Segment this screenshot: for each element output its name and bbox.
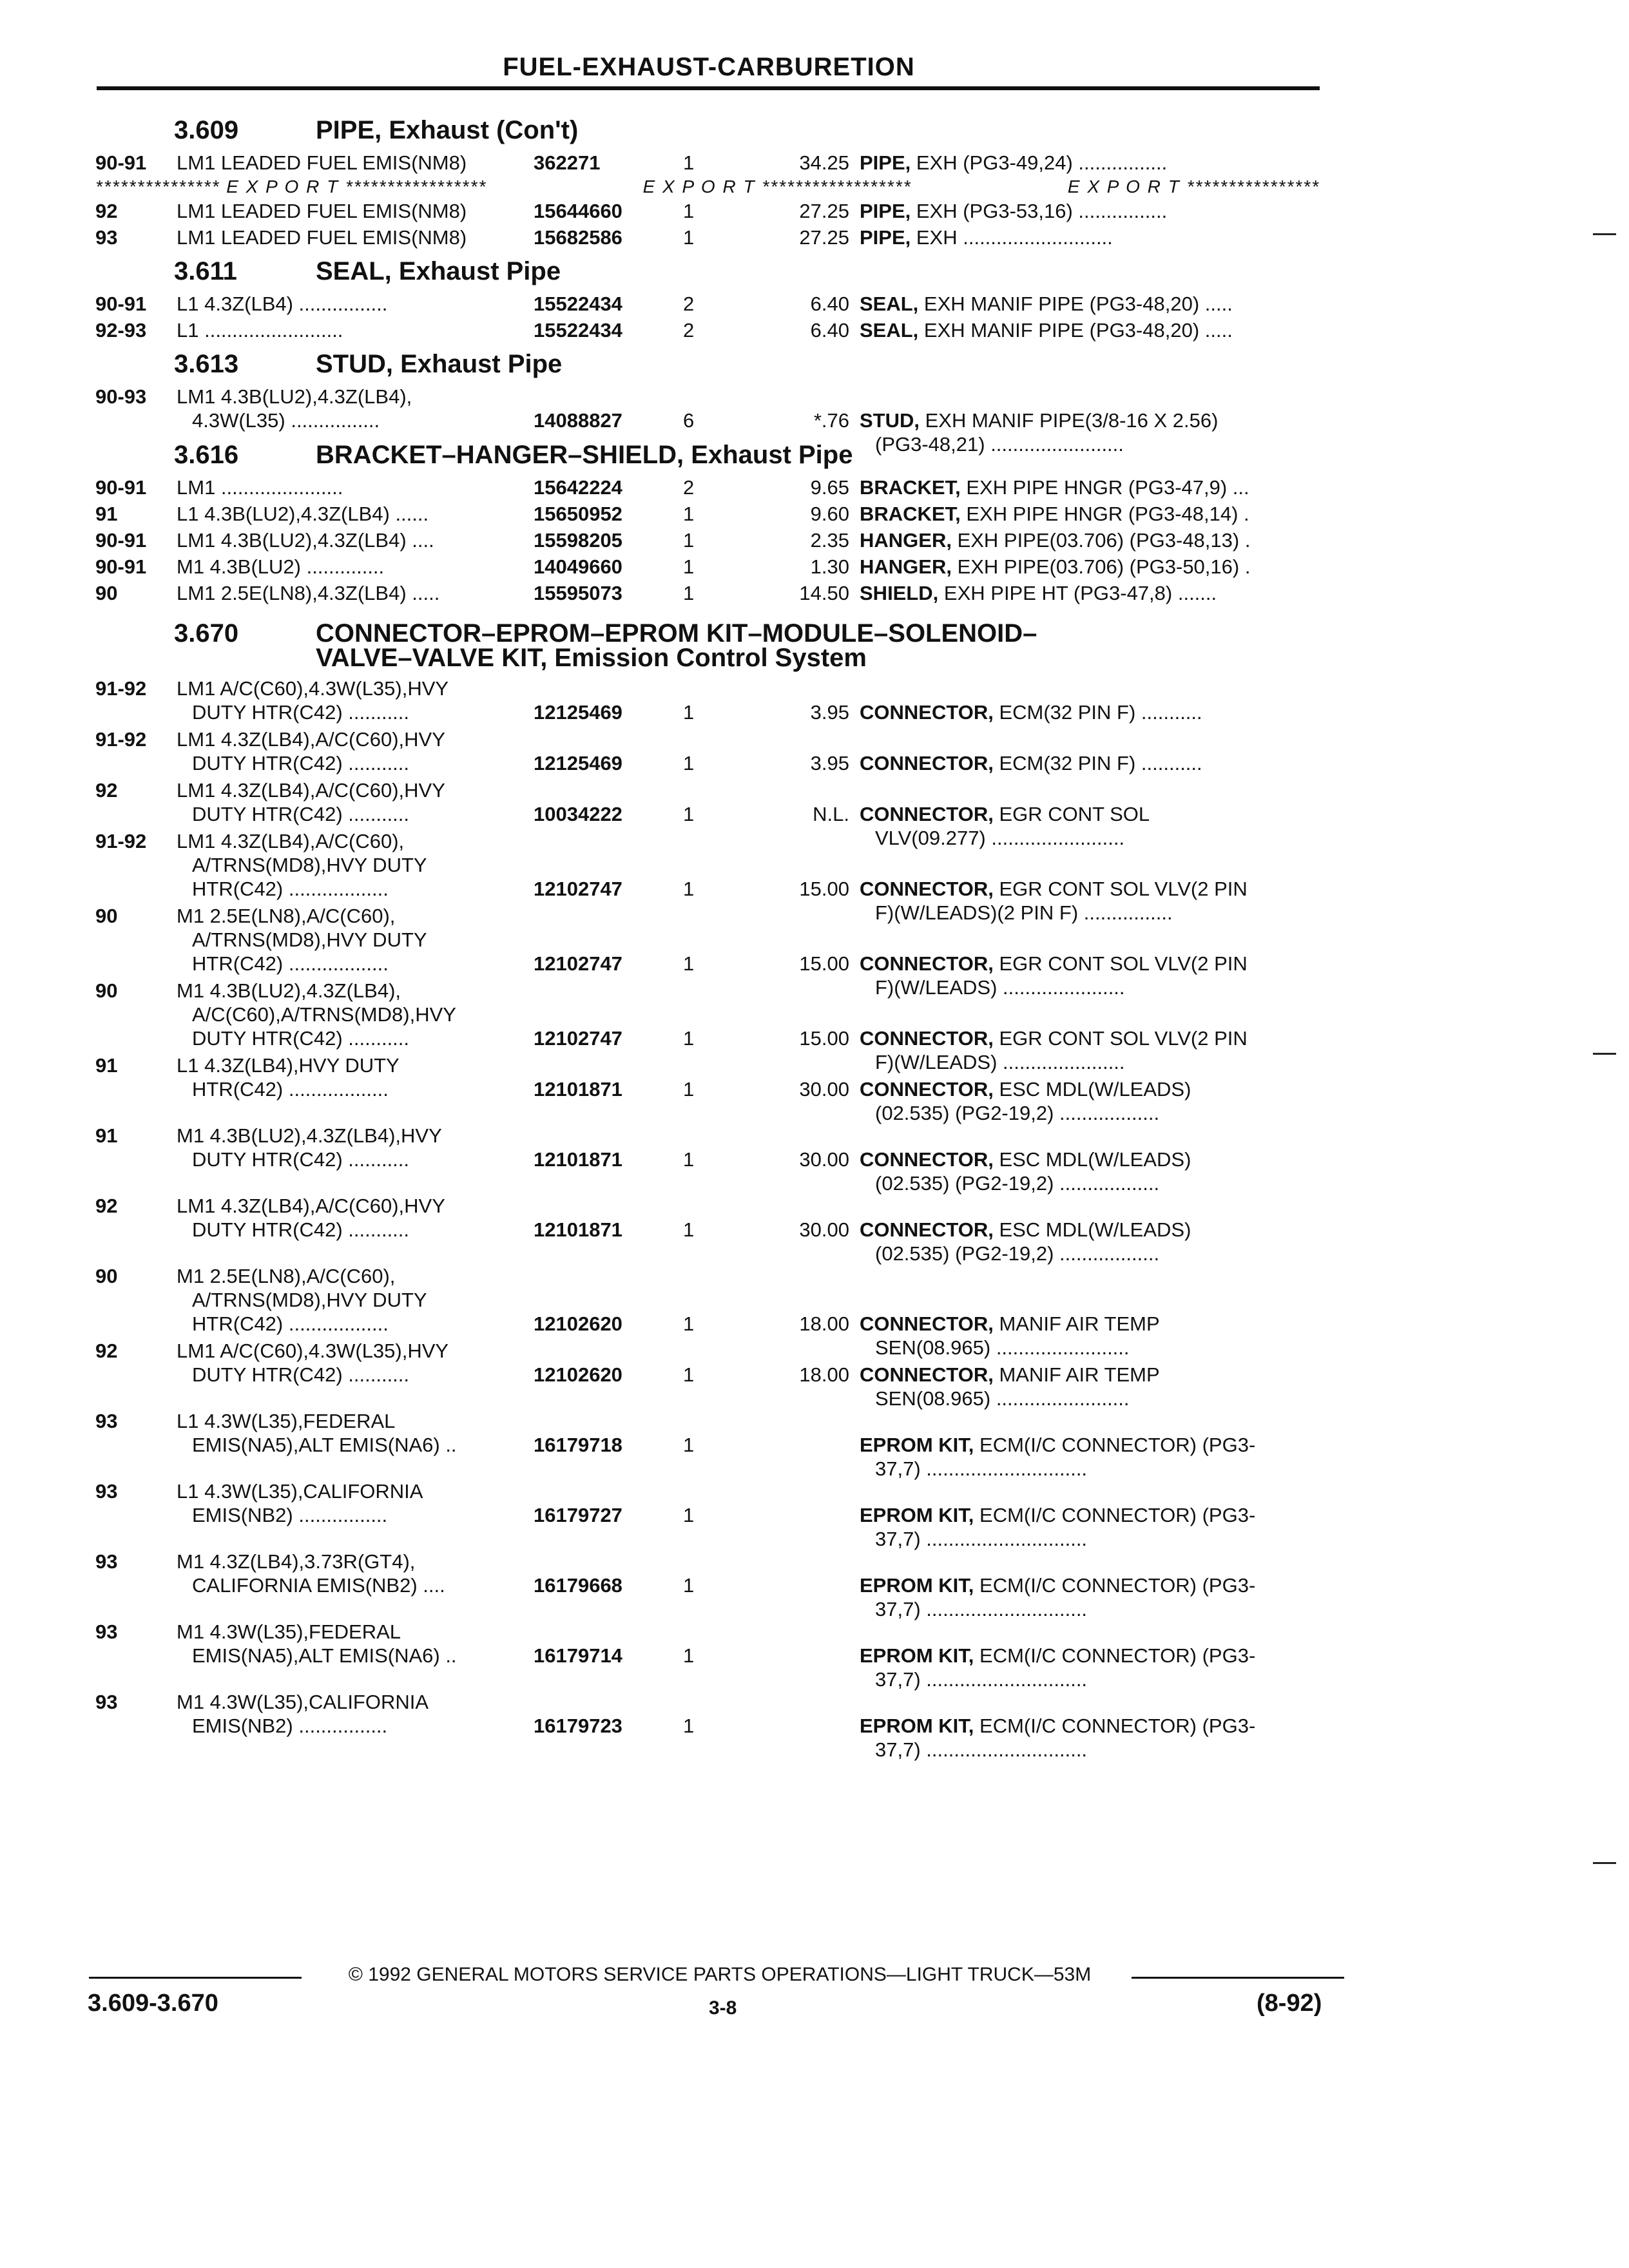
description-line: HTR(C42) ..................	[192, 952, 389, 975]
part-name-continuation: F)(W/LEADS) ......................	[875, 976, 1125, 999]
quantity: 6	[683, 409, 695, 432]
description-line: EMIS(NA5),ALT EMIS(NA6) ..	[192, 1644, 457, 1667]
part-number: 10034222	[534, 803, 622, 825]
description-line: HTR(C42) ..................	[192, 1078, 389, 1100]
model-years: 90-91	[95, 151, 147, 174]
part-number: 14088827	[534, 409, 622, 432]
part-name-detail: ECM(I/C CONNECTOR) (PG3-	[974, 1504, 1256, 1526]
part-name-detail: EXH MANIF PIPE(3/8-16 X 2.56)	[920, 409, 1219, 432]
part-name-continuation: (02.535) (PG2-19,2) ..................	[875, 1242, 1160, 1265]
part-name-continuation: SEN(08.965) ........................	[875, 1336, 1130, 1359]
part-name-head: EPROM KIT,	[860, 1574, 974, 1597]
description-line: A/TRNS(MD8),HVY DUTY	[192, 854, 427, 876]
part-number: 12102620	[534, 1363, 622, 1386]
part-number: 15595073	[534, 582, 622, 604]
list-price: 3.95	[810, 701, 849, 724]
description-line: L1 4.3B(LU2),4.3Z(LB4) ......	[177, 503, 429, 525]
part-name	[860, 1433, 1324, 1481]
part-row	[95, 476, 1320, 499]
part-name-continuation: (PG3-48,21) ........................	[875, 433, 1124, 456]
model-years: 90-91	[95, 555, 147, 578]
part-number: 15650952	[534, 503, 622, 525]
part-number: 12101871	[534, 1218, 622, 1241]
part-name-detail: EGR CONT SOL	[993, 803, 1150, 825]
list-price: 9.60	[810, 503, 849, 525]
description-line: CALIFORNIA EMIS(NB2) ....	[192, 1574, 445, 1597]
quantity: 1	[683, 582, 695, 604]
description-line: DUTY HTR(C42) ...........	[192, 752, 410, 774]
model-years: 91	[95, 1124, 118, 1147]
part-name-detail: ECM(I/C CONNECTOR) (PG3-	[974, 1434, 1256, 1456]
description-line: LM1 ......................	[177, 476, 343, 499]
part-number: 15598205	[534, 529, 622, 552]
model-years: 90-91	[95, 476, 147, 499]
quantity: 1	[683, 226, 695, 249]
part-number: 16179727	[534, 1504, 622, 1526]
description-line: LM1 4.3B(LU2),4.3Z(LB4),	[177, 385, 412, 408]
part-name-detail: EXH PIPE(03.706) (PG3-48,13) .	[951, 529, 1251, 552]
part-number: 12102747	[534, 952, 622, 975]
quantity: 1	[683, 1218, 695, 1241]
part-name-continuation: VLV(09.277) ........................	[875, 827, 1125, 849]
quantity: 1	[683, 1312, 695, 1335]
model-years: 90	[95, 905, 118, 927]
description-line: DUTY HTR(C42) ...........	[192, 1218, 410, 1241]
model-years: 92	[95, 779, 118, 802]
part-name	[860, 226, 1324, 249]
title-rule	[97, 86, 1320, 90]
list-price: 27.25	[799, 226, 849, 249]
quantity: 1	[683, 151, 695, 174]
model-years: 90-93	[95, 385, 147, 408]
description-line: L1 4.3W(L35),CALIFORNIA	[177, 1480, 423, 1503]
description-line: M1 4.3B(LU2) ..............	[177, 555, 385, 578]
model-years: 90-91	[95, 293, 147, 315]
part-row	[95, 581, 1320, 605]
model-years: 90	[95, 979, 118, 1002]
part-name-detail: EXH (PG3-49,24) ................	[911, 151, 1168, 174]
model-years: 91	[95, 503, 118, 525]
footer-section-range: 3.609-3.670	[88, 1990, 218, 2017]
part-name-head: EPROM KIT,	[860, 1434, 974, 1456]
part-name-detail: MANIF AIR TEMP	[993, 1312, 1160, 1335]
part-row	[95, 1194, 1320, 1265]
part-name-detail: EXH PIPE HNGR (PG3-48,14) .	[960, 503, 1249, 525]
model-years: 90	[95, 1265, 118, 1287]
part-name-detail: ECM(I/C CONNECTOR) (PG3-	[974, 1644, 1256, 1667]
part-name	[860, 151, 1324, 175]
part-number: 16179714	[534, 1644, 622, 1667]
part-name-detail: ECM(32 PIN F) ...........	[993, 752, 1202, 774]
part-name	[860, 1363, 1324, 1410]
part-name-head: HANGER,	[860, 529, 952, 552]
description-line: DUTY HTR(C42) ...........	[192, 1363, 410, 1386]
model-years: 93	[95, 1550, 118, 1573]
part-name	[860, 700, 1324, 724]
description-line: LM1 4.3B(LU2),4.3Z(LB4) ....	[177, 529, 434, 552]
model-years: 92	[95, 1340, 118, 1362]
part-row	[95, 292, 1320, 316]
part-row	[95, 1479, 1320, 1550]
part-name-detail: ECM(I/C CONNECTOR) (PG3-	[974, 1574, 1256, 1597]
model-years: 90	[95, 582, 118, 604]
description-line: EMIS(NB2) ................	[192, 1715, 388, 1737]
section-number: 3.616	[174, 441, 239, 469]
model-years: 93	[95, 1691, 118, 1713]
quantity: 1	[683, 752, 695, 774]
part-name-detail: ESC MDL(W/LEADS)	[993, 1148, 1191, 1171]
description-line: LM1 LEADED FUEL EMIS(NM8)	[177, 200, 467, 222]
part-name-detail: EXH MANIF PIPE (PG3-48,20) .....	[918, 293, 1233, 315]
footer-rule	[89, 1977, 302, 1979]
part-row	[95, 1339, 1320, 1410]
part-name-continuation: (02.535) (PG2-19,2) ..................	[875, 1102, 1160, 1124]
description-line: L1 .........................	[177, 319, 343, 341]
part-row	[95, 727, 1320, 776]
quantity: 1	[683, 1148, 695, 1171]
part-name-head: CONNECTOR,	[860, 1218, 994, 1241]
description-line: EMIS(NB2) ................	[192, 1504, 388, 1526]
section-number: 3.611	[174, 257, 237, 285]
list-price: 14.50	[799, 582, 849, 604]
part-name-head: CONNECTOR,	[860, 1078, 994, 1100]
export-band-right: E X P O R T ****************	[1067, 177, 1320, 197]
part-name-head: HANGER,	[860, 555, 952, 578]
part-name-continuation: F)(W/LEADS) ......................	[875, 1051, 1125, 1073]
part-name	[860, 1503, 1324, 1551]
part-name	[860, 408, 1324, 456]
description-line: L1 4.3Z(LB4) ................	[177, 293, 388, 315]
part-name	[860, 1573, 1324, 1621]
part-name	[860, 199, 1324, 223]
part-name-head: BRACKET,	[860, 503, 961, 525]
part-number: 12125469	[534, 752, 622, 774]
part-number: 15522434	[534, 319, 622, 341]
description-line: 4.3W(L35) ................	[192, 409, 380, 432]
part-number: 15682586	[534, 226, 622, 249]
model-years: 93	[95, 1410, 118, 1432]
list-price: 27.25	[799, 200, 849, 222]
model-years: 93	[95, 226, 118, 249]
part-number: 15522434	[534, 293, 622, 315]
list-price: 15.00	[799, 1027, 849, 1050]
part-name-detail: EXH ...........................	[911, 226, 1113, 249]
part-name-detail: EXH MANIF PIPE (PG3-48,20) .....	[918, 319, 1233, 341]
part-name	[860, 555, 1324, 579]
quantity: 1	[683, 200, 695, 222]
part-number: 16179723	[534, 1715, 622, 1737]
quantity: 1	[683, 503, 695, 525]
description-line: LM1 4.3Z(LB4),A/C(C60),HVY	[177, 779, 445, 802]
part-name-head: SHIELD,	[860, 582, 939, 604]
part-name-detail: EGR CONT SOL VLV(2 PIN	[993, 952, 1248, 975]
description-line: HTR(C42) ..................	[192, 1312, 389, 1335]
part-number: 12101871	[534, 1148, 622, 1171]
list-price: 30.00	[799, 1148, 849, 1171]
quantity: 2	[683, 476, 695, 499]
part-name-continuation: 37,7) .............................	[875, 1738, 1088, 1761]
export-band	[95, 177, 1320, 197]
quantity: 1	[683, 1574, 695, 1597]
part-number: 12102747	[534, 878, 622, 900]
description-line: M1 4.3W(L35),FEDERAL	[177, 1620, 401, 1643]
part-name-head: CONNECTOR,	[860, 1312, 994, 1335]
description-line: LM1 4.3Z(LB4),A/C(C60),HVY	[177, 1195, 445, 1217]
list-price: 6.40	[810, 319, 849, 341]
part-name	[860, 1218, 1324, 1265]
part-name-head: CONNECTOR,	[860, 1027, 994, 1050]
part-name	[860, 318, 1324, 342]
part-name-head: PIPE,	[860, 226, 911, 249]
part-row	[95, 151, 1320, 175]
quantity: 1	[683, 1363, 695, 1386]
list-price: 18.00	[799, 1312, 849, 1335]
description-line: M1 4.3W(L35),CALIFORNIA	[177, 1691, 429, 1713]
part-name-continuation: 37,7) .............................	[875, 1598, 1088, 1620]
part-row	[95, 199, 1320, 223]
part-name-detail: MANIF AIR TEMP	[993, 1363, 1160, 1386]
footer-rule	[1132, 1977, 1344, 1979]
model-years: 91	[95, 1054, 118, 1077]
part-name-detail: ECM(I/C CONNECTOR) (PG3-	[974, 1715, 1256, 1737]
description-line: HTR(C42) ..................	[192, 878, 389, 900]
list-price: *.76	[813, 409, 849, 432]
description-line: LM1 4.3Z(LB4),A/C(C60),HVY	[177, 728, 445, 751]
quantity: 1	[683, 701, 695, 724]
list-price: 3.95	[810, 752, 849, 774]
quantity: 2	[683, 319, 695, 341]
description-line: M1 4.3B(LU2),4.3Z(LB4),HVY	[177, 1124, 442, 1147]
part-name	[860, 292, 1324, 316]
description-line: A/C(C60),A/TRNS(MD8),HVY	[192, 1003, 456, 1026]
part-row	[95, 226, 1320, 249]
description-line: A/TRNS(MD8),HVY DUTY	[192, 928, 427, 951]
margin-tick	[1593, 1053, 1616, 1055]
section-heading	[95, 257, 1320, 285]
part-name-detail: EGR CONT SOL VLV(2 PIN	[993, 1027, 1248, 1050]
part-number: 12102747	[534, 1027, 622, 1050]
part-name-detail: ECM(32 PIN F) ...........	[993, 701, 1202, 724]
section-title: CONNECTOR–EPROM–EPROM KIT–MODULE–SOLENOID– VALVE–VALVE KIT, Emission Control System	[316, 619, 1037, 672]
part-name-head: EPROM KIT,	[860, 1715, 974, 1737]
description-line: DUTY HTR(C42) ...........	[192, 1148, 410, 1171]
part-name	[860, 1077, 1324, 1125]
part-name	[860, 528, 1324, 552]
part-name	[860, 476, 1324, 499]
part-number: 14049660	[534, 555, 622, 578]
part-name-detail: EXH PIPE HT (PG3-47,8) .......	[938, 582, 1217, 604]
section-number: 3.670	[174, 619, 239, 648]
quantity: 1	[683, 952, 695, 975]
part-name	[860, 1644, 1324, 1691]
part-name	[860, 581, 1324, 605]
list-price: 9.65	[810, 476, 849, 499]
list-price: 18.00	[799, 1363, 849, 1386]
margin-tick	[1593, 1862, 1616, 1864]
description-line: LM1 LEADED FUEL EMIS(NM8)	[177, 226, 467, 249]
description-line: DUTY HTR(C42) ...........	[192, 803, 410, 825]
model-years: 92	[95, 200, 118, 222]
part-name-continuation: 37,7) .............................	[875, 1668, 1088, 1691]
part-name	[860, 502, 1324, 526]
part-name-continuation: 37,7) .............................	[875, 1457, 1088, 1480]
part-row	[95, 1053, 1320, 1124]
part-name-head: PIPE,	[860, 200, 911, 222]
part-row	[95, 1690, 1320, 1761]
part-name-head: PIPE,	[860, 151, 911, 174]
description-line: L1 4.3W(L35),FEDERAL	[177, 1410, 396, 1432]
part-name-continuation: 37,7) .............................	[875, 1528, 1088, 1550]
part-number: 16179668	[534, 1574, 622, 1597]
part-row	[95, 555, 1320, 579]
part-row	[95, 1550, 1320, 1620]
part-name-head: SEAL,	[860, 319, 919, 341]
part-name-continuation: F)(W/LEADS)(2 PIN F) ................	[875, 901, 1173, 924]
section-title: SEAL, Exhaust Pipe	[316, 257, 561, 285]
part-name	[860, 1148, 1324, 1195]
part-name-detail: ESC MDL(W/LEADS)	[993, 1078, 1191, 1100]
part-number: 15644660	[534, 200, 622, 222]
section-heading	[95, 619, 1320, 670]
part-name-head: CONNECTOR,	[860, 952, 994, 975]
quantity: 1	[683, 1078, 695, 1100]
list-price: 34.25	[799, 151, 849, 174]
part-name-detail: EGR CONT SOL VLV(2 PIN	[993, 878, 1248, 900]
quantity: 2	[683, 293, 695, 315]
part-name-head: EPROM KIT,	[860, 1504, 974, 1526]
part-name-detail: EXH PIPE HNGR (PG3-47,9) ...	[960, 476, 1249, 499]
list-price: 15.00	[799, 952, 849, 975]
section-title: BRACKET–HANGER–SHIELD, Exhaust Pipe	[316, 441, 853, 469]
description-line: M1 2.5E(LN8),A/C(C60),	[177, 905, 396, 927]
model-years: 92	[95, 1195, 118, 1217]
part-name-detail: EXH (PG3-53,16) ................	[911, 200, 1168, 222]
model-years: 93	[95, 1620, 118, 1643]
parts-listing	[95, 108, 1320, 1761]
part-row	[95, 1620, 1320, 1691]
export-band-left: *************** E X P O R T *****************	[95, 177, 487, 197]
model-years: 91-92	[95, 830, 147, 852]
description-line: A/TRNS(MD8),HVY DUTY	[192, 1289, 427, 1311]
section-title: PIPE, Exhaust (Con't)	[316, 116, 579, 144]
part-row	[95, 528, 1320, 552]
page-title: FUEL-EXHAUST-CARBURETION	[503, 53, 915, 81]
part-number: 15642224	[534, 476, 622, 499]
list-price: 6.40	[810, 293, 849, 315]
part-name-head: CONNECTOR,	[860, 1363, 994, 1386]
part-row	[95, 1409, 1320, 1480]
part-number: 12102620	[534, 1312, 622, 1335]
part-name	[860, 1714, 1324, 1762]
footer-date: (8-92)	[1257, 1990, 1322, 2017]
quantity: 1	[683, 1434, 695, 1456]
list-price: 30.00	[799, 1218, 849, 1241]
description-line: LM1 2.5E(LN8),4.3Z(LB4) .....	[177, 582, 440, 604]
part-name-head: CONNECTOR,	[860, 803, 994, 825]
part-name	[860, 751, 1324, 775]
footer-copyright: © 1992 GENERAL MOTORS SERVICE PARTS OPERATIONS—LIGHT TRUCK—53M	[348, 1964, 1092, 1985]
part-number: 12125469	[534, 701, 622, 724]
quantity: 1	[683, 803, 695, 825]
export-band-mid: E X P O R T ******************	[642, 177, 912, 197]
part-name-head: SEAL,	[860, 293, 919, 315]
model-years: 91-92	[95, 677, 147, 700]
quantity: 1	[683, 1715, 695, 1737]
list-price: 1.30	[810, 555, 849, 578]
part-number: 12101871	[534, 1078, 622, 1100]
description-line: L1 4.3Z(LB4),HVY DUTY	[177, 1054, 400, 1077]
part-name-head: CONNECTOR,	[860, 701, 994, 724]
description-line: EMIS(NA5),ALT EMIS(NA6) ..	[192, 1434, 457, 1456]
quantity: 1	[683, 555, 695, 578]
part-number: 362271	[534, 151, 601, 174]
part-name-continuation: (02.535) (PG2-19,2) ..................	[875, 1172, 1160, 1195]
part-name-detail: ESC MDL(W/LEADS)	[993, 1218, 1191, 1241]
list-price: 15.00	[799, 878, 849, 900]
quantity: 1	[683, 1504, 695, 1526]
description-line: LM1 4.3Z(LB4),A/C(C60),	[177, 830, 405, 852]
list-price: 30.00	[799, 1078, 849, 1100]
list-price: N.L.	[813, 803, 849, 825]
description-line: DUTY HTR(C42) ...........	[192, 701, 410, 724]
part-row	[95, 677, 1320, 725]
section-title: STUD, Exhaust Pipe	[316, 350, 563, 378]
description-line: M1 4.3Z(LB4),3.73R(GT4),	[177, 1550, 416, 1573]
quantity: 1	[683, 878, 695, 900]
section-heading	[95, 116, 1320, 144]
part-row	[95, 318, 1320, 342]
part-row	[95, 1124, 1320, 1195]
description-line: LM1 A/C(C60),4.3W(L35),HVY	[177, 1340, 449, 1362]
model-years: 93	[95, 1480, 118, 1503]
model-years: 91-92	[95, 728, 147, 751]
quantity: 1	[683, 529, 695, 552]
part-name-detail: EXH PIPE(03.706) (PG3-50,16) .	[951, 555, 1251, 578]
part-name-head: CONNECTOR,	[860, 1148, 994, 1171]
description-line: LM1 A/C(C60),4.3W(L35),HVY	[177, 677, 449, 700]
section-number: 3.609	[174, 116, 239, 144]
quantity: 1	[683, 1027, 695, 1050]
part-name-continuation: SEN(08.965) ........................	[875, 1387, 1130, 1410]
model-years: 92-93	[95, 319, 147, 341]
part-name-head: BRACKET,	[860, 476, 961, 499]
description-line: M1 4.3B(LU2),4.3Z(LB4),	[177, 979, 401, 1002]
list-price: 2.35	[810, 529, 849, 552]
margin-tick	[1593, 233, 1616, 235]
quantity: 1	[683, 1644, 695, 1667]
part-name-head: CONNECTOR,	[860, 752, 994, 774]
section-number: 3.613	[174, 350, 239, 378]
part-name-head: CONNECTOR,	[860, 878, 994, 900]
part-number: 16179718	[534, 1434, 622, 1456]
section-heading	[95, 350, 1320, 378]
part-row	[95, 502, 1320, 526]
footer-page-number: 3-8	[709, 1997, 737, 2019]
model-years: 90-91	[95, 529, 147, 552]
description-line: LM1 LEADED FUEL EMIS(NM8)	[177, 151, 467, 174]
description-line: DUTY HTR(C42) ...........	[192, 1027, 410, 1050]
description-line: M1 2.5E(LN8),A/C(C60),	[177, 1265, 396, 1287]
part-name-head: EPROM KIT,	[860, 1644, 974, 1667]
part-name-head: STUD,	[860, 409, 920, 432]
